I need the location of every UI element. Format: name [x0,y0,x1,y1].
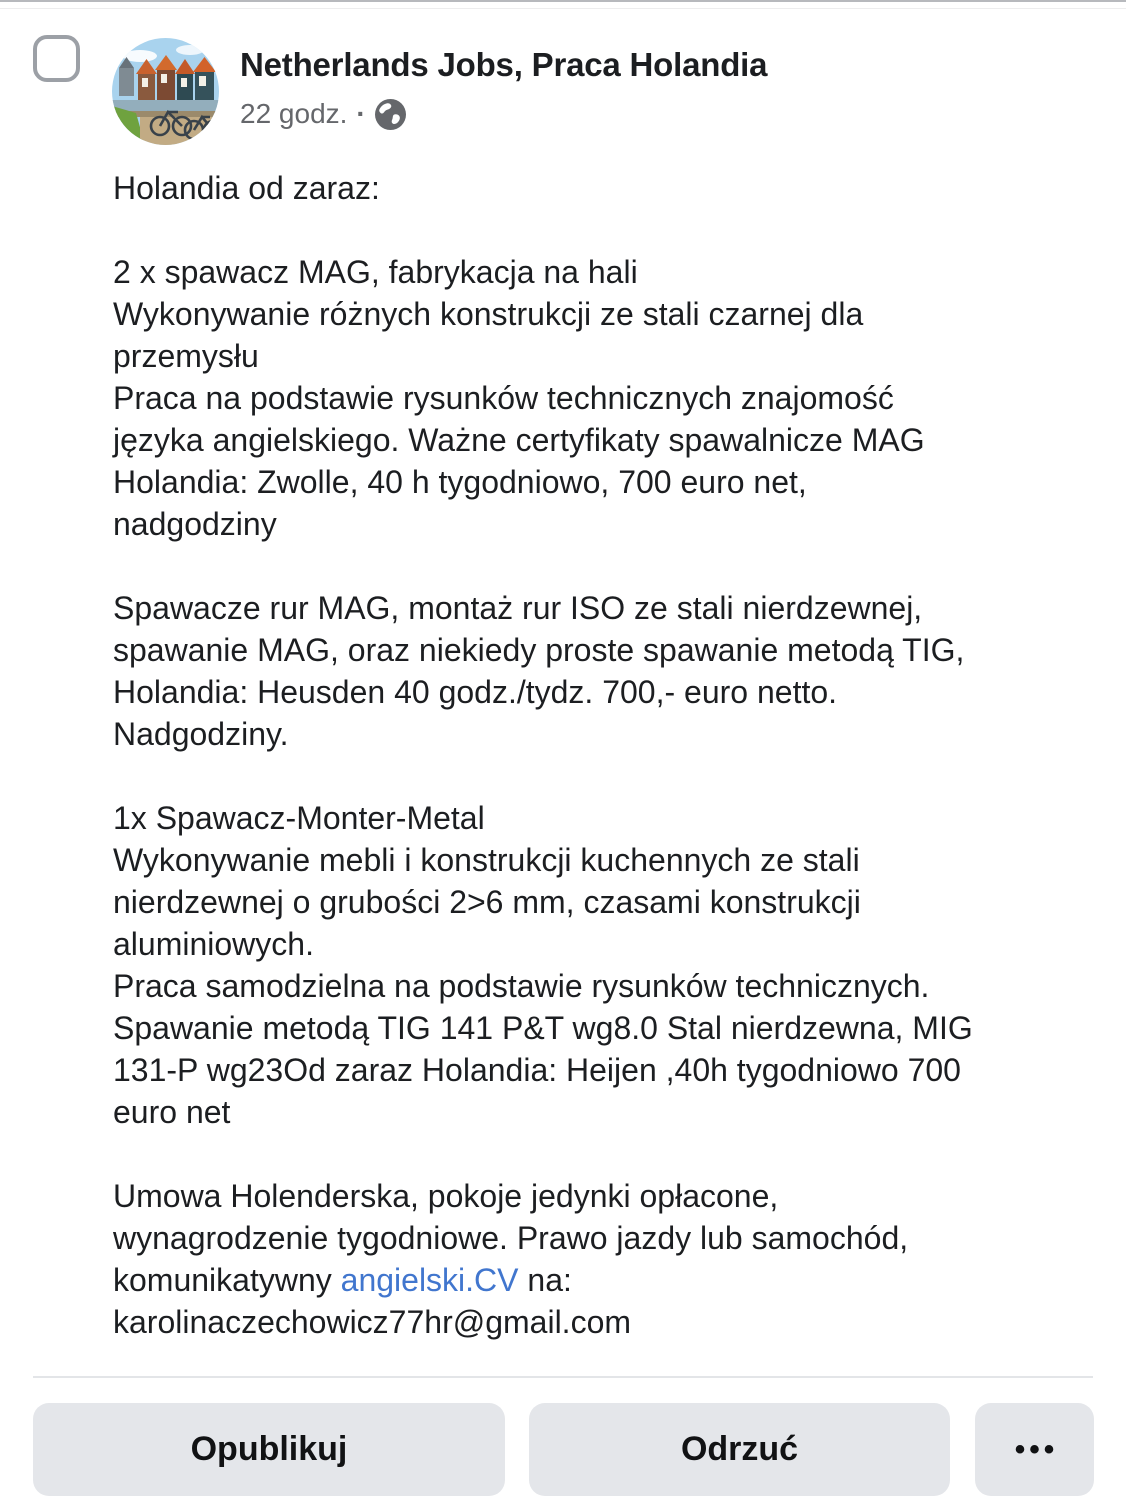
post-text-line [113,335,973,377]
post-paragraph [113,251,973,545]
post-paragraph [113,167,973,209]
post-text-line [113,293,973,335]
text-segment: Holandia od zaraz: [113,170,380,206]
text-segment: Praca na podstawie rysunków technicznych znajomość [113,380,894,416]
text-segment: na: [518,1262,572,1298]
post-text-line [113,251,973,293]
post-text-line [113,1049,973,1091]
post-paragraph [113,797,973,1133]
post-text-line [113,839,973,881]
post-text-line [113,1217,973,1259]
text-segment: euro net [113,1094,231,1130]
post-text-line [113,1007,973,1049]
post-paragraph [113,1175,973,1343]
post-text-line [113,629,973,671]
text-segment: komunikatywny [113,1262,341,1298]
post-text-line [113,461,973,503]
text-segment: przemysłu [113,338,259,374]
post-text-line [113,1259,973,1301]
post-text-line [113,797,973,839]
post-text-line [113,377,973,419]
text-segment: Holandia: Zwolle, 40 h tygodniowo, 700 euro net, [113,464,807,500]
post-text-line [113,167,973,209]
globe-public-icon [375,99,406,130]
more-options-button[interactable]: ••• [975,1403,1094,1496]
post-text-line [113,923,973,965]
text-segment: nadgodziny [113,506,277,542]
group-avatar[interactable] [112,38,219,145]
post-text-line [113,1301,973,1343]
dutch-canal-houses-photo [112,38,219,145]
post-body [113,167,973,1343]
text-segment: Spawacze rur MAG, montaż rur ISO ze stali nierdzewnej, [113,590,923,626]
post-text-line [113,1091,973,1133]
text-segment: 1x Spawacz-Monter-Metal [113,800,485,836]
post-select-checkbox[interactable] [33,35,80,82]
post-text-line [113,419,973,461]
text-segment: nierdzewnej o grubości 2>6 mm, czasami konstrukcji [113,884,861,920]
post-timestamp: 22 godz. [240,97,348,129]
post-text-line [113,965,973,1007]
post-meta [240,97,406,130]
meta-separator: · [356,97,366,129]
text-segment: Holandia: Heusden 40 godz./tydz. 700,- euro netto. [113,674,838,710]
text-segment: Wykonywanie różnych konstrukcji ze stali czarnej dla [113,296,864,332]
text-segment: Umowa Holenderska, pokoje jedynki opłacone, [113,1178,779,1214]
inline-link[interactable]: angielski.CV [340,1262,519,1298]
text-segment: języka angielskiego. Ważne certyfikaty spawalnicze MAG [113,422,925,458]
post-text-line [113,713,973,755]
top-divider [0,0,1126,2]
reject-button[interactable]: Odrzuć [529,1403,950,1496]
post-text-line [113,503,973,545]
post-text-line [113,671,973,713]
post-author[interactable]: Netherlands Jobs, Praca Holandia [240,46,768,83]
actions-divider [33,1376,1093,1378]
text-segment: aluminiowych. [113,926,314,962]
text-segment: 131-P wg23Od zaraz Holandia: Heijen ,40h tygodniowo 700 [113,1052,961,1088]
top-divider-faint [0,8,1126,9]
text-segment: Praca samodzielna na podstawie rysunków technicznych. [113,968,930,1004]
text-segment: spawanie MAG, oraz niekiedy proste spawanie metodą TIG, [113,632,965,668]
text-segment: 2 x spawacz MAG, fabrykacja na hali [113,254,638,290]
post-text-line [113,587,973,629]
text-segment: karolinaczechowicz77hr@gmail.com [113,1304,632,1340]
text-segment: Spawanie metodą TIG 141 P&T wg8.0 Stal nierdzewna, MIG [113,1010,973,1046]
text-segment: Wykonywanie mebli i konstrukcji kuchennych ze stali [113,842,860,878]
text-segment: wynagrodzenie tygodniowe. Prawo jazdy lub samochód, [113,1220,909,1256]
post-paragraph [113,587,973,755]
post-text-line [113,1175,973,1217]
publish-button[interactable]: Opublikuj [33,1403,505,1496]
text-segment: Nadgodziny. [113,716,289,752]
post-text-line [113,881,973,923]
